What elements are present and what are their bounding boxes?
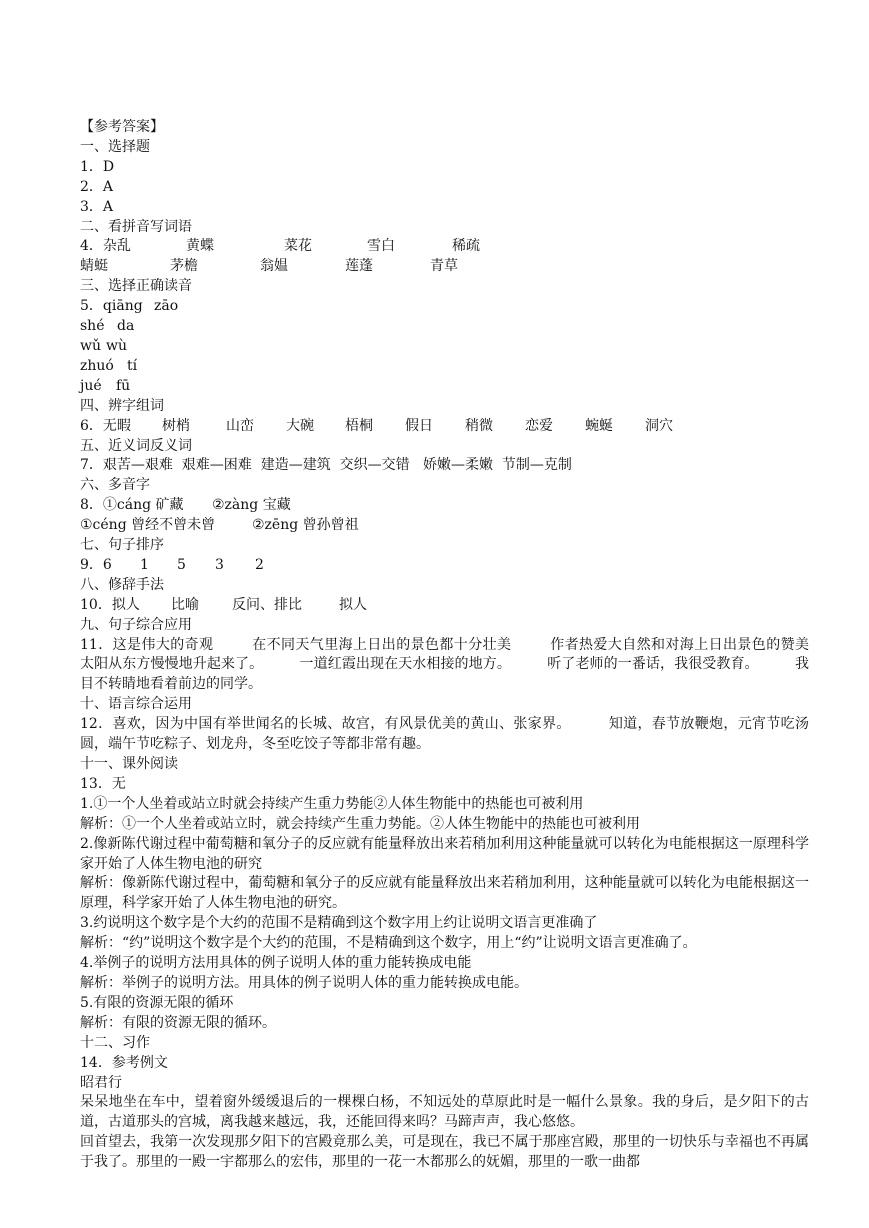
section-title-reading: 十一、课外阅读 [80,756,178,772]
pinyin: jué [80,377,102,394]
word: 大碗 [286,417,314,434]
reading-answer: 4.举例子的说明方法用具体的例子说明人体的重力能转换成电能 [80,955,472,972]
word: 树梢 [162,417,190,434]
rhetoric: 反问、排比 [232,596,302,613]
section-title-polyphones: 六、多音字 [80,477,150,494]
answer-line: 2．A [80,178,114,195]
essay-title: 昭君行 [80,1074,122,1091]
pinyin: zhuó [80,357,114,374]
section-title-writing: 十二、习作 [80,1034,150,1051]
pinyin-row [80,297,809,317]
word: 黄蝶 [186,238,214,255]
word: 翁媪 [260,258,288,275]
word: 青草 [430,258,458,275]
pinyin: 5．qiāng [80,298,143,315]
reading-answer: 1.①一个人坐着或站立时就会持续产生重力势能②人体生物能中的热能也可被利用 [80,795,584,812]
order-number: 5 [177,556,186,573]
essay-paragraph: 呆呆地坐在车中，望着窗外缓缓退后的一棵棵白杨，不知远处的草原此时是一幅什么景象。我的身后，是夕阳下的古道，古道那头的宫城，离我越来越远，我，还能回得来吗？马蹄声声，我心悠悠。 [80,1094,809,1131]
reading-analysis: 解析：举例子的说明方法。用具体的例子说明人体的重力能转换成电能。 [80,974,528,991]
word: 洞穴 [645,417,673,434]
pinyin: tí [127,357,138,374]
section-title-synonyms: 五、近义词反义词 [80,437,192,454]
pinyin-row [80,337,809,357]
word: 雪白 [367,238,395,255]
word-row [80,257,809,277]
pinyin: wù [106,337,127,354]
word: 梧桐 [345,417,373,434]
pinyin: da [117,318,135,335]
reading-answer: 5.有限的资源无限的循环 [80,994,234,1011]
answer-header: 【参考答案】 [80,119,164,135]
section-title-choice: 一、选择题 [80,138,150,155]
order-number: 1 [140,556,149,573]
order-number: 3 [215,556,224,573]
section-title-pinyin-words: 二、看拼音写词语 [80,218,192,235]
reading-answer: 2.像新陈代谢过程中葡萄糖和氧分子的反应就有能量释放出来若稍加利用这种能量就可以转化为电能根据这一原理科学家开始了人体生物电池的研究 [80,835,809,872]
order-row [80,556,809,576]
polyphone: ①céng 曾经不曾未曾 [80,517,216,534]
rhetoric: 比喻 [171,596,199,613]
section-title-sentences: 九、句子综合应用 [80,616,192,633]
reading-answer: 3.约说明这个数字是个大约的范围不是精确到这个数字用上约让说明文语言更准确了 [80,915,598,932]
answer-line: 7．艰苦—艰难 艰难—困难 建造—建筑 交织—交错 娇嫩—柔嫩 节制—克制 [80,457,572,474]
polyphone: ②zàng 宝藏 [212,497,291,514]
reading-analysis: 解析：有限的资源无限的循环。 [80,1014,276,1031]
pinyin: fū [116,377,131,394]
word: 6．无暇 [80,417,131,434]
order-number: 2 [255,556,264,573]
word: 茅檐 [170,258,198,275]
word: 恋爱 [525,417,553,434]
pinyin: shé [80,318,105,335]
polyphone-row [80,516,809,536]
word: 4．杂乱 [80,238,131,255]
answer-paragraph: 11．这是伟大的奇观 在不同天气里海上日出的景色都十分壮美 作者热爱大自然和对海上日出景色的赞美 太阳从东方慢慢地升起来了。 一道红霞出现在天水相接的地方。 听了老师的一番话，我很受教育。 我目不转睛地看着前边的同学。 [80,636,845,693]
section-title-pronunciation: 三、选择正确读音 [80,278,192,295]
section-title-word-formation: 四、辨字组词 [80,397,164,414]
reading-analysis: 解析：像新陈代谢过程中，葡萄糖和氧分子的反应就有能量释放出来若稍加利用，这种能量就可以转化为电能根据这一原理，科学家开始了人体生物电池的研究。 [80,875,809,912]
section-title-rhetoric: 八、修辞手法 [80,576,164,593]
pinyin: wǔ [80,337,101,354]
answer-line: 13．无 [80,775,126,792]
word: 菜花 [284,238,312,255]
rhetoric: 10．拟人 [80,596,140,613]
answer-line: 14．参考例文 [80,1054,168,1071]
essay-paragraph: 回首望去，我第一次发现那夕阳下的宫殿竟那么美，可是现在，我已不属于那座宫殿，那里的一切快乐与幸福也不再属于我了。那里的一殿一宇都那么的宏伟，那里的一花一木都那么的妩媚，那里的一歌一曲都 [80,1134,809,1171]
polyphone-row [80,496,809,516]
polyphone: ②zēng 曾孙曾祖 [252,517,359,534]
rhetoric-row [80,596,809,616]
section-title-language: 十、语言综合运用 [80,696,192,713]
answer-line: 1．D [80,158,115,175]
answer-line: 3．A [80,198,114,215]
pinyin-row [80,357,809,377]
word: 蜻蜓 [80,258,108,275]
word-row [80,237,809,257]
pinyin: zāo [154,298,179,315]
rhetoric: 拟人 [339,596,367,613]
word: 山峦 [226,417,254,434]
order-number: 9．6 [80,556,112,573]
polyphone: 8．①cáng 矿藏 [80,497,184,514]
reading-analysis: 解析：“约”说明这个数字是个大约的范围，不是精确到这个数字，用上“约”让说明文语言更准确了。 [80,935,697,952]
pinyin-row [80,317,809,337]
word: 蜿蜒 [585,417,613,434]
reading-analysis: 解析：①一个人坐着或站立时，就会持续产生重力势能。②人体生物能中的热能也可被利用 [80,815,640,832]
answer-paragraph: 12．喜欢，因为中国有举世闻名的长城、故宫，有风景优美的黄山、张家界。 知道，春节放鞭炮，元宵节吃汤圆，端午节吃粽子、划龙舟，冬至吃饺子等都非常有趣。 [80,716,809,753]
word: 稀疏 [452,238,480,255]
section-title-ordering: 七、句子排序 [80,537,164,554]
word: 假日 [405,417,433,434]
word-row [80,417,809,437]
word: 莲蓬 [345,258,373,275]
word: 稍微 [465,417,493,434]
pinyin-row [80,377,809,397]
